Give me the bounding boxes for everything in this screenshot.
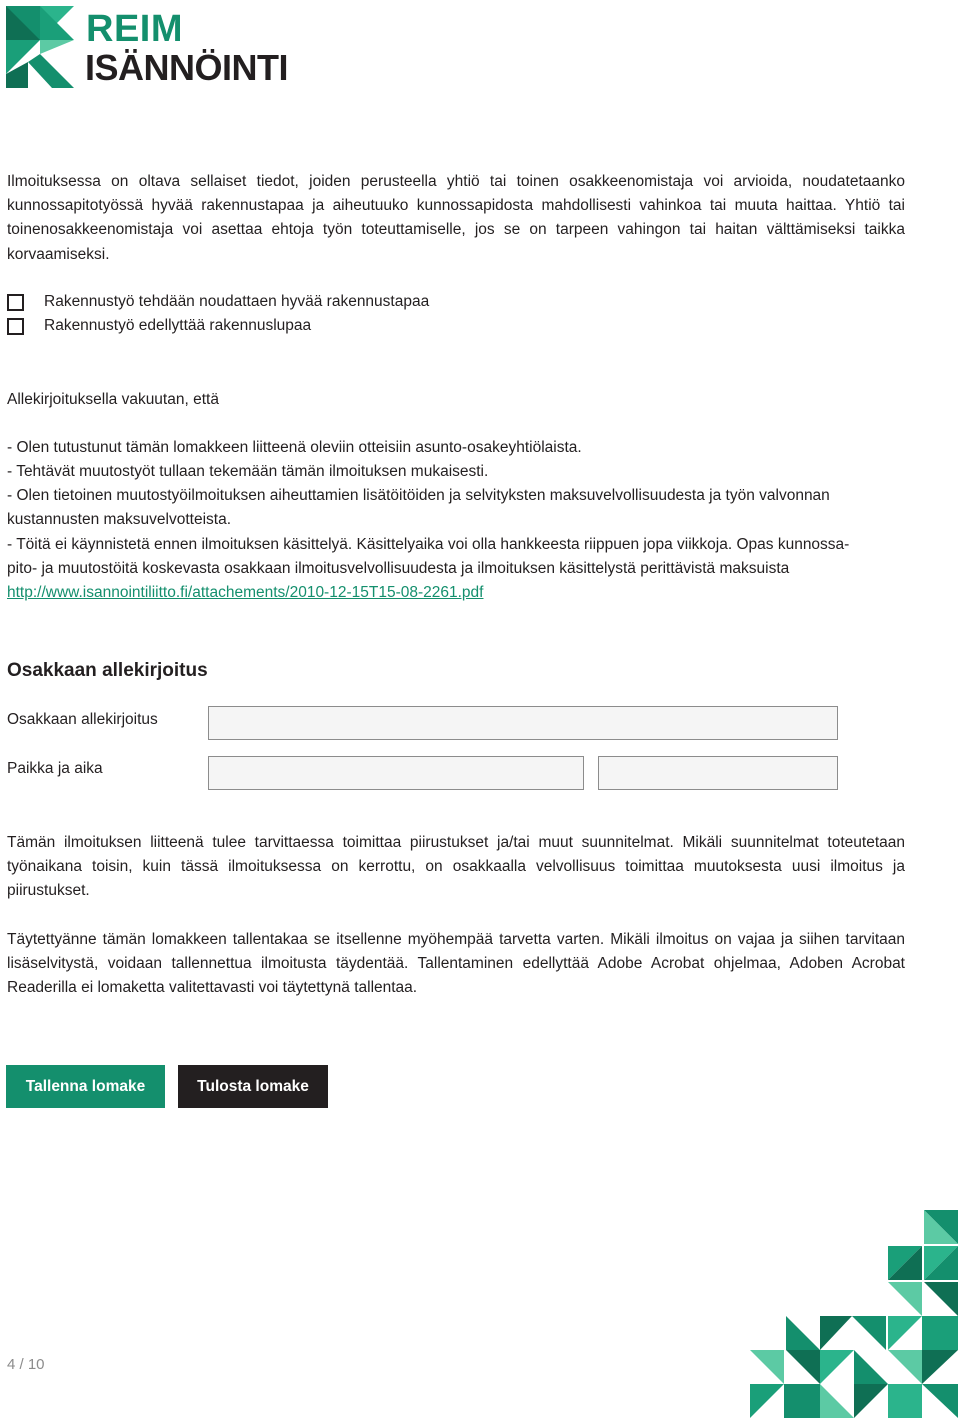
checkbox-row-building-permit[interactable]	[7, 315, 311, 337]
logo-wordmark-isannointi: ISÄNNÖINTI	[85, 47, 289, 88]
save-instructions-note: Täytettyänne tämän lomakkeen tallentakaa se itsellenne myöhempää tarvetta varten. Mikäli ilmoitus on vajaa ja siihen tarvitaan lisäselvitystä, voidaan tallennettua ilmoitusta täydentää. Tallentaminen edellyttää Adobe Acrobat ohjelmaa, Adoben Acrobat Readerilla ei lomaketta valitettavasti voi täytettynä tallentaa.	[7, 931, 905, 997]
decorative-triangles-icon	[748, 1208, 960, 1418]
checkbox-label: Rakennustyö edellyttää rakennuslupaa	[44, 317, 312, 334]
affirmation-line: - Töitä ei käynnistetä ennen ilmoituksen käsittelyä. Käsittelyaika voi olla hankkeesta riippuen jopa viikkoja. Opas kunnossa-	[7, 536, 850, 553]
save-form-button[interactable]: Tallenna lomake	[6, 1065, 165, 1108]
time-input[interactable]	[598, 756, 838, 790]
guide-link[interactable]: http://www.isannointiliitto.fi/attachements/2010-12-15T15-08-2261.pdf	[7, 584, 484, 601]
page-number: 4 / 10	[7, 1356, 45, 1373]
affirmation-line: - Olen tietoinen muutostyöilmoituksen aiheuttamien lisätöitöiden ja selvityksten maksuvelvollisuudesta ja työn valvonnan	[7, 487, 830, 504]
signature-input[interactable]	[208, 706, 838, 740]
place-input[interactable]	[208, 756, 584, 790]
affirmation-line: pito- ja muutostöitä koskevasta osakkaan ilmoitusvelvollisuudesta ja ilmoituksen käsittelystä perittävistä maksuista	[7, 560, 790, 577]
attachments-note: Tämän ilmoituksen liitteenä tulee tarvittaessa toimittaa piirustukset ja/tai muut suunnitelmat. Mikäli suunnitelmat toteutetaan työnaikana toisin, kuin tässä ilmoituksessa on kerrottu, on osakkaalla velvollisuus toimittaa muutoksesta uusi ilmoitus ja piirustukset.	[7, 834, 905, 900]
checkbox[interactable]	[7, 294, 24, 311]
affirmation-line: - Olen tutustunut tämän lomakkeen liitteenä oleviin otteisiin asunto-osakeyhtiölaista.	[7, 439, 582, 456]
intro-paragraph: Ilmoituksessa on oltava sellaiset tiedot, joiden perusteella yhtiö tai toinen osakkeenomistaja voi arvioida, noudatetaanko kunnossapitotyössä hyvää rakennustapaa ja aiheutuuko kunnossapidosta mahdollisesti vahinkoa tai muuta haittaa. Yhtiö tai toinenosakkeenomistaja voi asettaa ehtoja työn toteuttamiselle, jos se on tarpeen vahingon tai haitan välttämiseksi taikka korvaamiseksi.	[7, 173, 905, 263]
checkbox[interactable]	[7, 318, 24, 335]
signature-field-label: Osakkaan allekirjoitus	[7, 711, 158, 728]
checkbox-row-good-practice[interactable]	[7, 291, 429, 313]
logo-wordmark-reim: REIM	[86, 8, 183, 50]
place-time-label: Paikka ja aika	[7, 760, 103, 777]
signature-section-heading: Osakkaan allekirjoitus	[7, 660, 208, 681]
print-form-button[interactable]: Tulosta lomake	[178, 1065, 328, 1108]
affirmation-heading: Allekirjoituksella vakuutan, että	[7, 391, 219, 408]
affirmation-line: kustannusten maksuvelvotteista.	[7, 511, 232, 528]
reim-logo-icon	[6, 6, 74, 88]
affirmation-line: - Tehtävät muutostyöt tullaan tekemään tämän ilmoituksen mukaisesti.	[7, 463, 489, 480]
checkbox-label: Rakennustyö tehdään noudattaen hyvää rakennustapaa	[44, 293, 430, 310]
